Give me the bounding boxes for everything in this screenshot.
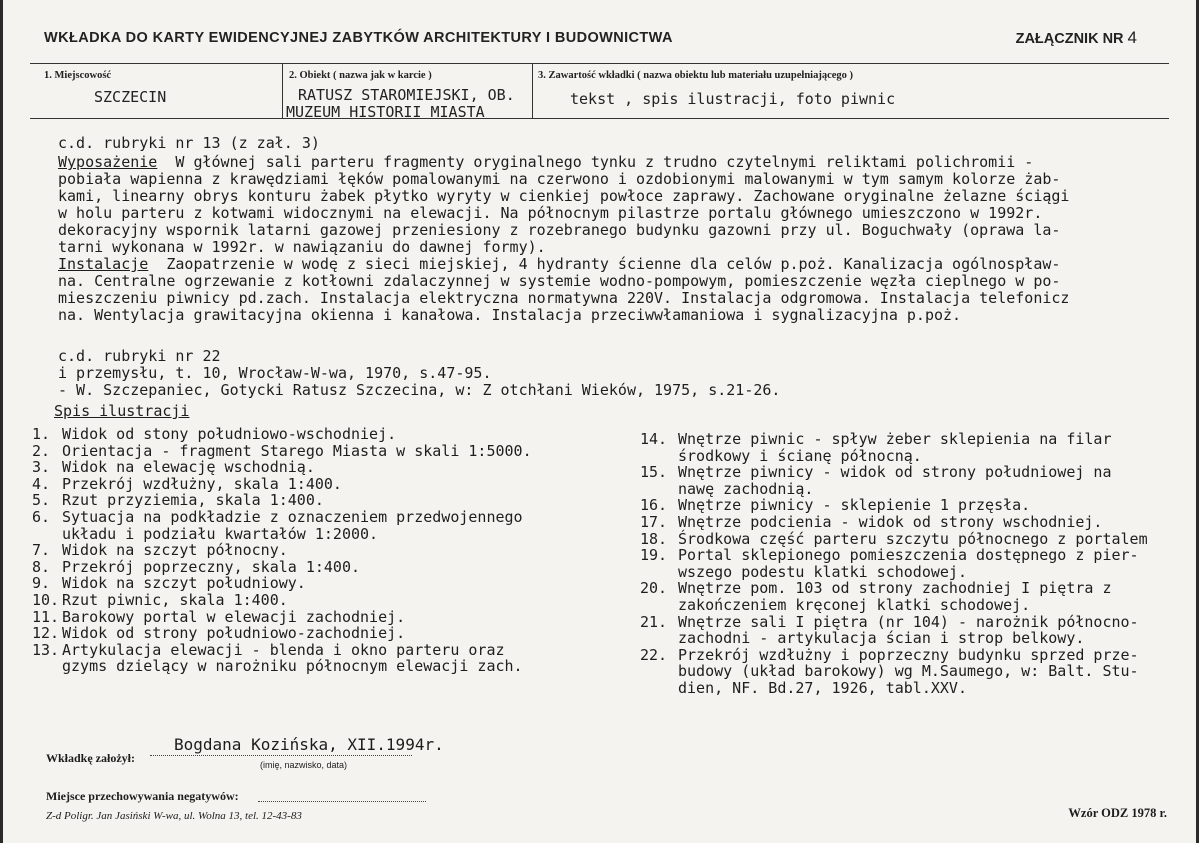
illustration-caption: Wnętrze piwnicy - sklepienie 1 przęsła. — [678, 496, 1031, 515]
wyposazenie-line: dekoracyjny wspornik latarni gazowej przeniesiony z rozebranego budynku gazowni przy ul. Boguchwały (oprawa la- — [58, 221, 1061, 239]
illustration-number: 22. — [640, 645, 668, 664]
content-value: tekst , spis ilustracji, foto piwnic — [570, 90, 896, 108]
bibliography-line: i przemysłu, t. 10, Wrocław-W-wa, 1970, s.47-95. — [58, 364, 492, 382]
field-divider — [282, 63, 283, 118]
object-value-line-1: RATUSZ STAROMIEJSKI, OB. — [298, 86, 515, 104]
negatives-dotted-line — [258, 801, 426, 802]
illustration-caption: Barokowy portal w elewacji zachodniej. — [62, 607, 406, 626]
illustration-caption: budowy (układ barokowy) wg M.Saumego, w: Balt. Stu- — [678, 662, 1139, 681]
instalacje-line: Zaopatrzenie w wodę z sieci miejskiej, 4 hydranty ścienne dla celów p.poż. Kanalizacja ogólnospław- — [148, 255, 1061, 273]
illustration-number: 16. — [640, 496, 668, 515]
illustration-caption: Przekrój wzdłużny i poprzeczny budynku sprzed prze- — [678, 645, 1139, 664]
printer-imprint: Z-d Poligr. Jan Jasiński W-wa, ul. Wolna 13, tel. 12-43-83 — [46, 810, 302, 822]
illustration-caption: Rzut przyziemia, skala 1:400. — [62, 491, 324, 510]
wyposazenie-line: w holu parteru z kotwami widocznymi na elewacji. Na północnym pilastrze portalu głównego umieszczono w 1992r. — [58, 204, 1043, 222]
illustration-number: 4. — [32, 474, 51, 493]
illustration-number: 11. — [32, 607, 60, 626]
illustration-caption: Widok na szczyt południowy. — [62, 574, 306, 593]
illustration-number: 19. — [640, 546, 668, 565]
illustration-number: 6. — [32, 508, 51, 526]
illustration-number: 17. — [640, 513, 668, 531]
illustration-caption: Widok na szczyt północny. — [62, 541, 288, 560]
illustration-caption: gzyms dzielący w narożniku północnym elewacji zach. — [62, 657, 523, 676]
illustration-caption: zachodni - artykulacja ścian i strop belkowy. — [678, 629, 1085, 648]
author-dotted-line — [150, 755, 412, 756]
illustration-caption: Wnętrze piwnic - spływ żeber sklepienia na filar — [678, 430, 1112, 448]
form-id: Wzór ODZ 1978 r. — [1068, 806, 1167, 820]
illustration-caption: Wnętrze piwnicy - widok od strony południowej na — [678, 463, 1112, 482]
instalacje-paragraph-start — [58, 255, 1060, 273]
wyposazenie-heading: Wyposażenie — [58, 153, 158, 171]
wyposazenie-paragraph-start — [58, 153, 1033, 171]
illustration-caption: Sytuacja na podkładzie z oznaczeniem przedwojennego — [62, 508, 523, 526]
header-rule-top — [30, 63, 1169, 64]
illustration-number: 20. — [640, 579, 668, 598]
illustration-number: 9. — [32, 574, 51, 593]
author-value: Bogdana Kozińska, XII.1994r. — [174, 735, 444, 754]
illustration-caption: zakończeniem kręconej klatki schodowej. — [678, 596, 1031, 614]
illustration-number: 10. — [32, 591, 60, 609]
illustration-caption: Wnętrze pom. 103 od strony zachodniej I piętra z — [678, 579, 1112, 598]
instalacje-line: na. Wentylacja grawitacyjna okienna i kanałowa. Instalacja przeciwwłamaniowa i sygnalizacyjna p.poż. — [58, 306, 962, 324]
annex-number: 4 — [1127, 28, 1137, 47]
annex-label-text: ZAŁĄCZNIK NR — [1015, 31, 1124, 47]
bibliography-line: - W. Szczepaniec, Gotycki Ratusz Szczecina, w: Z otchłani Wieków, 1975, s.21-26. — [58, 381, 781, 399]
illustration-number: 5. — [32, 491, 51, 510]
illustration-number: 8. — [32, 557, 51, 576]
continuation-13: c.d. rubryki nr 13 (z zał. 3) — [58, 134, 320, 152]
illustration-caption: Portal sklepionego pomieszczenia dostępnego z pier- — [678, 546, 1139, 565]
locality-value: SZCZECIN — [94, 88, 167, 106]
annex-label — [1016, 28, 1137, 48]
illustration-number: 15. — [640, 463, 668, 482]
illustration-caption: Orientacja - fragment Starego Miasta w skali 1:5000. — [62, 441, 532, 460]
author-caption: (imię, nazwisko, data) — [260, 760, 348, 770]
illustration-caption: Widok na elewację wschodnią. — [62, 458, 315, 477]
wyposazenie-line: tarni wykonana w 1992r. w nawiązaniu do dawnej formy). — [58, 238, 546, 256]
instalacje-line: na. Centralne ogrzewanie z kotłowni zdalaczynnej w systemie wodno-pompowym, pomieszczenie węzła cieplnego w po- — [58, 272, 1061, 290]
illustrations-heading: Spis ilustracji — [54, 402, 190, 420]
illustration-caption: Przekrój poprzeczny, skala 1:400. — [62, 557, 361, 576]
illustration-number: 7. — [32, 541, 51, 560]
illustration-caption: układu i podziału kwartałów 1:2000. — [62, 524, 379, 543]
illustration-caption: dien, NF. Bd.27, 1926, tabl.XXV. — [678, 679, 967, 697]
wyposazenie-line: pobiała wapienna z krawędziami łęków pomalowanymi na czerwono i ozdobionymi malowanymi w tym samym kolorze żab- — [58, 170, 1061, 188]
negatives-label: Miejsce przechowywania negatywów: — [46, 789, 239, 803]
instalacje-line: mieszczeniu piwnicy pd.zach. Instalacja elektryczna normatywna 220V. Instalacja odgromowa. Instalacja telefonicz — [58, 289, 1070, 307]
illustration-caption: środkowy i ścianę północną. — [678, 446, 922, 465]
illustration-number: 14. — [640, 430, 668, 448]
illustration-number: 3. — [32, 458, 51, 477]
content-label: 3. Zawartość wkładki ( nazwa obiektu lub materiału uzupełniającego ) — [538, 70, 854, 81]
wyposazenie-line: kami, linearny obrys konturu żabek płytko wyryty w cienkiej powłoce zaprawy. Zachowane oryginalne żelazne ściągi — [58, 187, 1070, 205]
locality-label: 1. Miejscowość — [44, 70, 112, 81]
illustration-caption: Artykulacja elewacji - blenda i okno parteru oraz — [62, 640, 505, 659]
illustration-caption: Przekrój wzdłużny, skala 1:400. — [62, 474, 342, 493]
illustration-caption: Widok od stony południowo-wschodniej. — [62, 425, 397, 443]
header-rule-bottom — [30, 118, 1169, 119]
continuation-22: c.d. rubryki nr 22 — [58, 347, 221, 365]
field-divider — [532, 63, 533, 118]
illustration-caption: Rzut piwnic, skala 1:400. — [62, 591, 288, 609]
illustration-number: 2. — [32, 441, 51, 460]
author-label: Wkładkę założył: — [46, 751, 135, 765]
illustration-number: 12. — [32, 624, 60, 643]
object-label: 2. Obiekt ( nazwa jak w karcie ) — [289, 70, 432, 81]
illustration-caption: Widok od strony południowo-zachodniej. — [62, 624, 406, 643]
illustration-caption: Wnętrze sali I piętra (nr 104) - narożnik północno- — [678, 612, 1139, 631]
wyposazenie-line: W głównej sali parteru fragmenty oryginalnego tynku z trudno czytelnymi reliktami polichromii - — [157, 153, 1034, 171]
illustration-number: 21. — [640, 612, 668, 631]
page-title: WKŁADKA DO KARTY EWIDENCYJNEJ ZABYTKÓW ARCHITEKTURY I BUDOWNICTWA — [44, 30, 673, 46]
illustration-caption: wszego podestu klatki schodowej. — [678, 562, 967, 581]
illustration-number: 18. — [640, 529, 668, 548]
card-edge-left — [0, 0, 3, 843]
illustration-caption: Wnętrze podcienia - widok od strony wschodniej. — [678, 513, 1103, 531]
object-value-line-2: MUZEUM HISTORII MIASTA — [286, 103, 485, 121]
instalacje-heading: Instalacje — [58, 255, 149, 273]
illustration-caption: nawę zachodnią. — [678, 479, 814, 498]
illustration-number: 13. — [32, 640, 60, 659]
illustration-caption: Środkowa część parteru szczytu północnego z portalem — [678, 529, 1148, 548]
illustration-number: 1. — [32, 425, 51, 443]
